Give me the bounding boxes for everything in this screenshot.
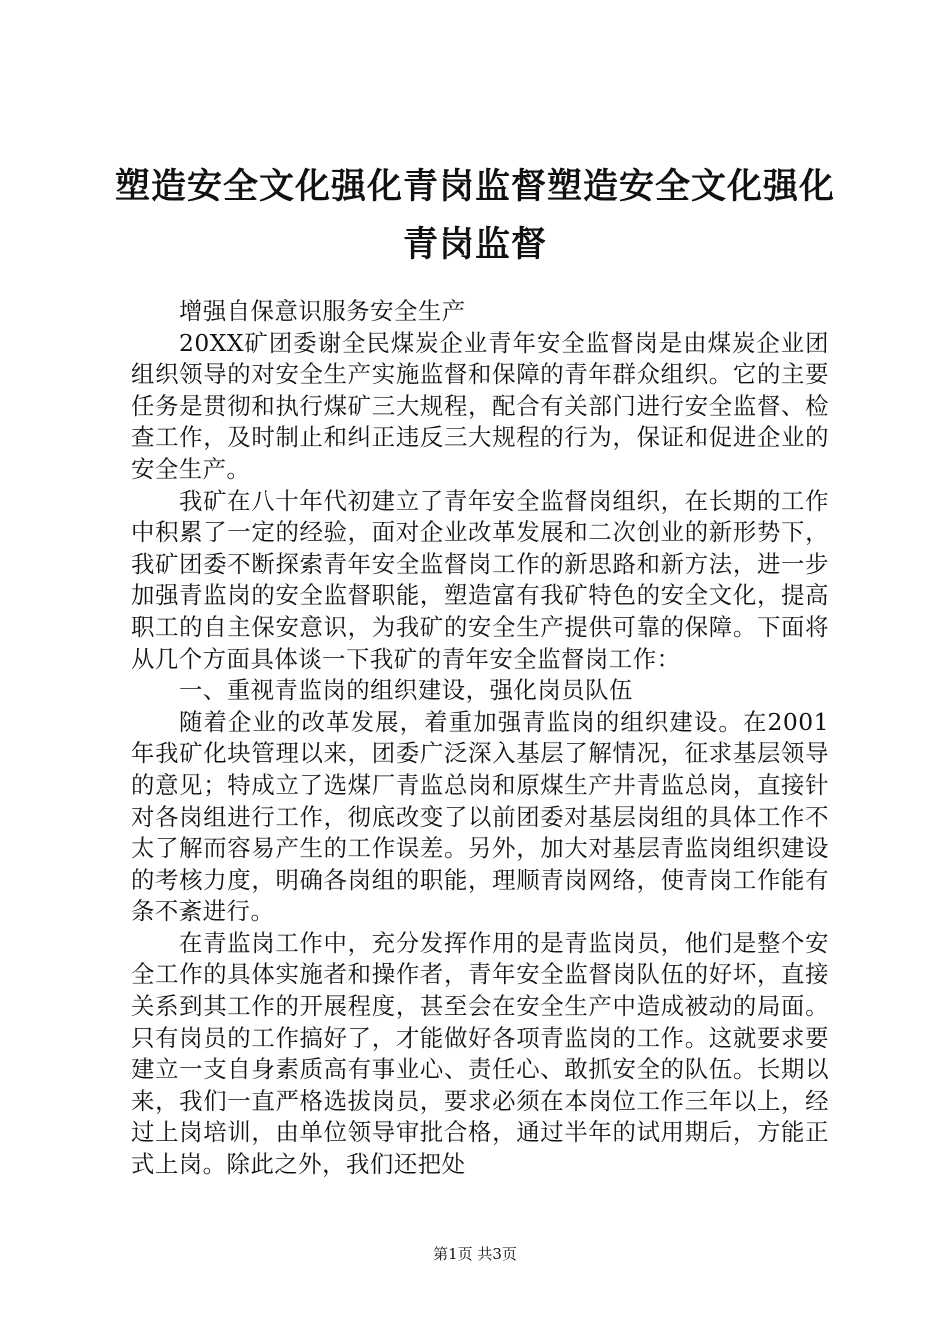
body-paragraph: 随着企业的改革发展，着重加强青监岗的组织建设。在2001年我矿化块管理以来，团委广泛深入基层了解情况，征求基层领导的意见；特成立了选煤厂青监总岗和原煤生产井青监总岗，直接针对各岗组进行工作，彻底改变了以前团委对基层岗组的具体工作不太了解而容易产生的工作误差。另外，加大对基层青监岗组织建设的考核力度，明确各岗组的职能，理顺青岗网络，使青岗工作能有条不紊进行。 [131, 707, 829, 926]
section-heading: 一、重视青监岗的组织建设，强化岗员队伍 [179, 676, 633, 705]
body-paragraph: 在青监岗工作中，充分发挥作用的是青监岗员，他们是整个安全工作的具体实施者和操作者，青年安全监督岗队伍的好坏，直接关系到其工作的开展程度，甚至会在安全生产中造成被动的局面。只有岗员的工作搞好了，才能做好各项青监岗的工作。这就要求要建立一支自身素质高有事业心、责任心、敢抓安全的队伍。长期以来，我们一直严格选拔岗员，要求必须在本岗位工作三年以上，经过上岗培训，由单位领导审批合格，通过半年的试用期后，方能正式上岗。除此之外，我们还把处 [131, 928, 829, 1179]
subtitle-paragraph: 增强自保意识服务安全生产 [179, 297, 466, 325]
body-paragraph: 20XX矿团委谢全民煤炭企业青年安全监督岗是由煤炭企业团组织领导的对安全生产实施监督和保障的青年群众组织。它的主要任务是贯彻和执行煤矿三大规程，配合有关部门进行安全监督、检查工作，及时制止和纠正违反三大规程的行为，保证和促进企业的安全生产。 [131, 328, 829, 483]
body-paragraph: 我矿在八十年代初建立了青年安全监督岗组织，在长期的工作中积累了一定的经验，面对企业改革发展和二次创业的新形势下，我矿团委不断探索青年安全监督岗工作的新思路和新方法，进一步加强青监岗的安全监督职能，塑造富有我矿特色的安全文化，提高职工的自主保安意识，为我矿的安全生产提供可靠的保障。下面将从几个方面具体谈一下我矿的青年安全监督岗工作： [131, 486, 829, 673]
document-title: 塑造安全文化强化青岗监督塑造安全文化强化青岗监督 [114, 167, 835, 265]
page-footer: 第1页 共3页 [433, 1245, 517, 1263]
document-body [131, 296, 829, 1181]
